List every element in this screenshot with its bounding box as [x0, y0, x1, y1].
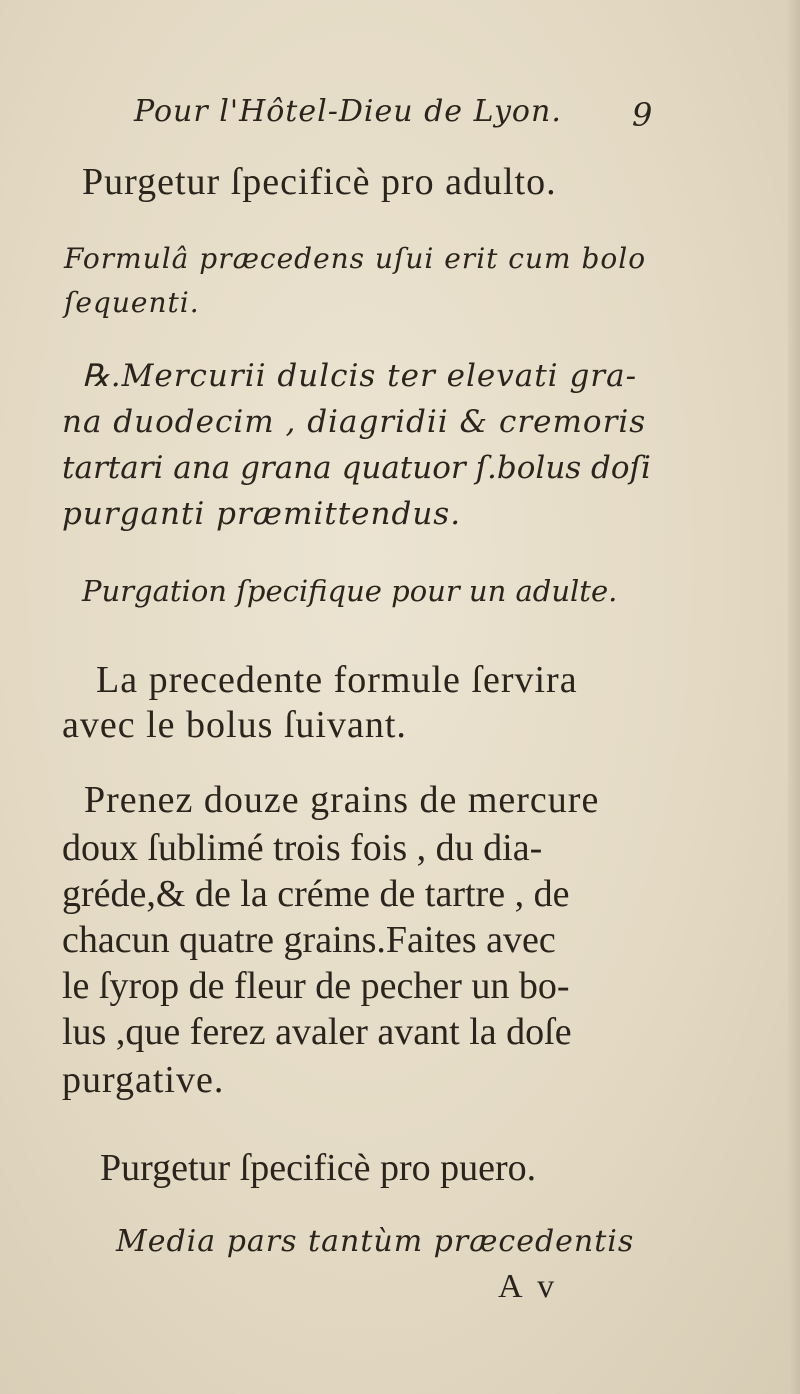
- page-number: 9: [632, 96, 653, 134]
- french-recipe-line: lus ,que ferez avaler avant la doſe: [62, 1011, 572, 1053]
- page-edge: [788, 0, 800, 1394]
- latin-recipe-line: tartari ana grana quatuor ſ.bolus doſi: [62, 450, 651, 486]
- heading-latin-child: Purgetur ſpecificè pro puero.: [100, 1147, 537, 1189]
- latin-recipe-line: purganti præmittendus.: [62, 496, 462, 532]
- heading-french-adult: Purgation ſpecifique pour un adulte.: [82, 574, 618, 608]
- latin-final-line: Media pars tantùm præcedentis: [116, 1224, 635, 1259]
- latin-formula-line: ſequenti.: [64, 286, 200, 319]
- latin-recipe-line: ℞.Mercurii dulcis ter elevati gra-: [82, 358, 638, 394]
- latin-recipe-line: na duodecim , diagridii & cremoris: [62, 404, 647, 440]
- heading-latin-adult: Purgetur ſpecificè pro adulto.: [82, 161, 557, 203]
- french-recipe-line: chacun quatre grains.Faites avec: [62, 919, 556, 961]
- latin-formula-line: Formulâ præcedens uſui erit cum bolo: [64, 242, 647, 275]
- french-recipe-line: gréde,& de la créme de tartre , de: [62, 873, 570, 915]
- french-recipe-line: purgative.: [62, 1059, 225, 1101]
- french-formula-line: avec le bolus ſuivant.: [62, 704, 407, 746]
- signature-mark: A v: [498, 1268, 559, 1305]
- french-formula-line: La precedente formule ſervira: [96, 659, 578, 701]
- french-recipe-line: doux ſublimé trois fois , du dia-: [62, 827, 543, 869]
- french-recipe-line: le ſyrop de fleur de pecher un bo-: [62, 965, 570, 1007]
- french-recipe-line: Prenez douze grains de mercure: [84, 779, 600, 821]
- running-title: Pour l'Hôtel-Dieu de Lyon.: [134, 94, 562, 129]
